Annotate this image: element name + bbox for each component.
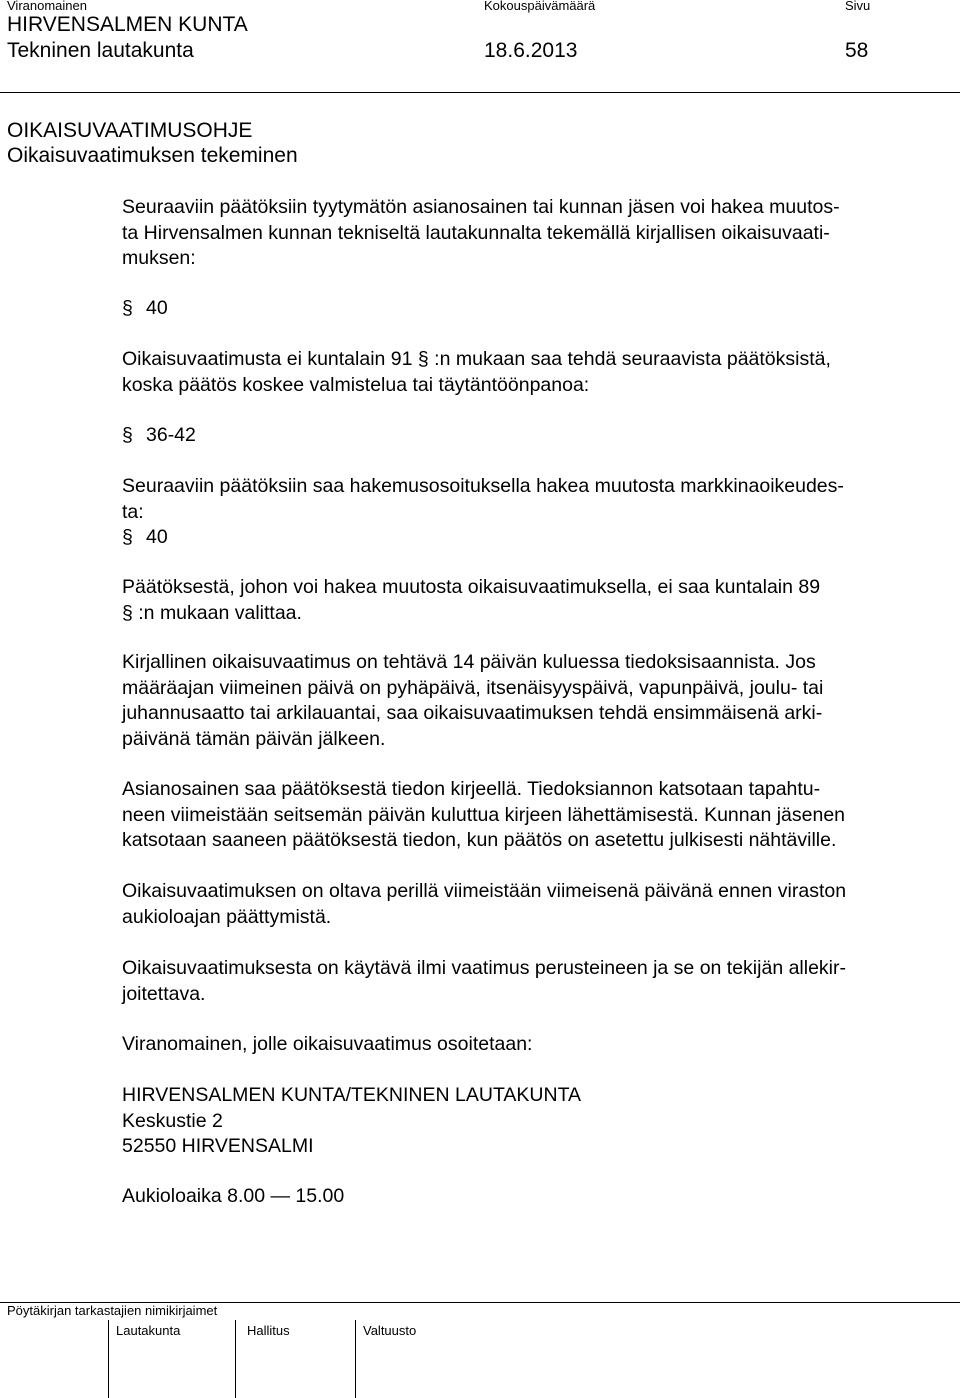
header-divider [0, 92, 960, 93]
document-subtitle: Oikaisuvaatimuksen tekeminen [7, 144, 298, 167]
section-sign: § [122, 526, 133, 548]
paragraph-non-appealable: Oikaisuvaatimusta ei kuntalain 91 § :n mukaan saa tehdä seuraavista päätöksistä, koska päätös koskee valmistelua tai täytäntöönpanoa: [122, 348, 831, 396]
paragraph-no-appeal: Päätöksestä, johon voi hakea muutosta oikaisuvaatimuksella, ei saa kuntalain 89 § :n mukaan valittaa. [122, 576, 821, 624]
address-city: 52550 HIRVENSALMI [122, 1135, 314, 1157]
header-organization: HIRVENSALMEN KUNTA [7, 13, 248, 36]
section-sign: § [122, 424, 133, 446]
paragraph-delivery: Oikaisuvaatimuksen on oltava perillä viimeistään viimeisenä päivänä ennen viraston aukioloajan päättymistä. [122, 880, 847, 928]
footer-lautakunta: Lautakunta [116, 1323, 181, 1338]
section-list-2: § 36-42 [122, 423, 932, 449]
header-page-number: 58 [845, 39, 869, 62]
header-meeting-date: 18.6.2013 [484, 39, 578, 62]
footer-label: Pöytäkirjan tarkastajien nimikirjaimet [7, 1303, 218, 1318]
footer-column-line [108, 1320, 109, 1398]
footer-column-line [235, 1320, 236, 1398]
header-date-label: Kokouspäivämäärä [484, 0, 596, 13]
address-name: HIRVENSALMEN KUNTA/TEKNINEN LAUTAKUNTA [122, 1084, 582, 1106]
paragraph-authority: Viranomainen, jolle oikaisuvaatimus osoitetaan: [122, 1033, 533, 1055]
paragraph-market-court: Seuraaviin päätöksiin saa hakemusosoituksella hakea muutosta markkinaoikeudes- ta: § 40 [122, 474, 932, 551]
paragraph-notification: Asianosainen saa päätöksestä tiedon kirjeellä. Tiedoksiannon katsotaan tapahtu- neen viimeistään seitsemän päivän kuluttua kirjeen lähettämisestä. Kunnan jäsenen katsotaan saaneen päätöksestä tiedon, kun päätös on asetettu julkisesti nähtäville. [122, 778, 846, 851]
paragraph-content-requirements: Oikaisuvaatimuksesta on käytävä ilmi vaatimus perusteineen ja se on tekijän allekir- joitettava. [122, 957, 847, 1005]
header-authority-label: Viranomainen [7, 0, 87, 13]
section-list-1: § 40 [122, 296, 932, 322]
document-title: OIKAISUVAATIMUSOHJE [7, 119, 253, 142]
paragraph-deadline: Kirjallinen oikaisuvaatimus on tehtävä 14 päivän kuluessa tiedoksisaannista. Jos määräajan viimeinen päivä on pyhäpäivä, itsenäisyyspäivä, vapunpäivä, joulu- tai juhannusaatto tai arkilauantai, saa oikaisuvaatimuksen tehdä ensimmäisenä arki- päivänä tämän päivän jälkeen. [122, 651, 824, 750]
paragraph-appealable-decisions: Seuraaviin päätöksiin tyytymätön asianosainen tai kunnan jäsen voi hakea muutos- ta Hirvensalmen kunnan tekniseltä lautakunnalta tekemällä kirjallisen oikaisuvaati- muksen: [122, 196, 840, 269]
footer-valtuusto: Valtuusto [363, 1323, 417, 1338]
footer-column-line [355, 1320, 356, 1398]
header-page-label: Sivu [845, 0, 871, 13]
opening-hours: Aukioloaika 8.00 — 15.00 [122, 1185, 345, 1207]
section-sign: § [122, 297, 133, 319]
header-body-name: Tekninen lautakunta [7, 39, 194, 62]
authority-address [122, 1083, 932, 1160]
address-street: Keskustie 2 [122, 1109, 223, 1132]
footer-hallitus: Hallitus [247, 1323, 290, 1338]
